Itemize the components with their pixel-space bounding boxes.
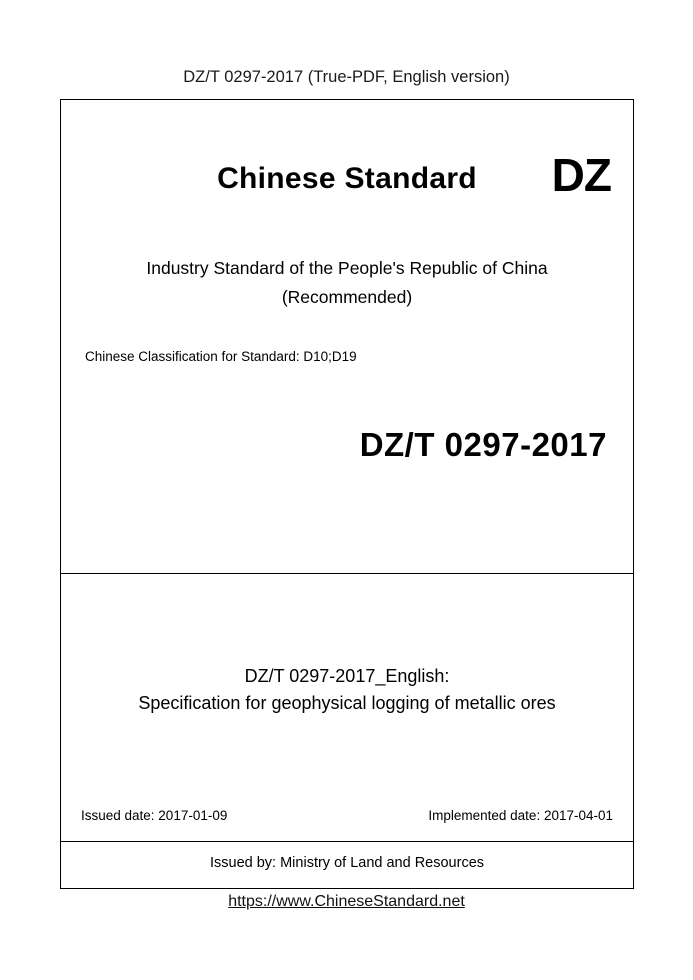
cover-upper-section xyxy=(61,100,633,574)
issued-date: Issued date: 2017-01-09 xyxy=(81,808,228,823)
cover-border-box xyxy=(60,99,634,889)
subtitle-line-2: (Recommended) xyxy=(281,287,413,307)
document-title-line-1: DZ/T 0297-2017_English: xyxy=(244,666,450,686)
implemented-date: Implemented date: 2017-04-01 xyxy=(428,808,613,823)
cover-bottom-section xyxy=(61,842,633,887)
dz-logo-icon: DZ xyxy=(551,149,611,201)
document-title-line-2: Specification for geophysical logging of metallic ores xyxy=(138,693,556,713)
issuing-authority: Issued by: Ministry of Land and Resources xyxy=(209,855,485,871)
footer-link-container xyxy=(0,893,693,911)
cover-middle-section xyxy=(61,574,633,842)
website-link[interactable]: https://www.ChineseStandard.net xyxy=(228,893,465,910)
standard-number: DZ/T 0297-2017 xyxy=(359,426,607,463)
classification-code: Chinese Classification for Standard: D10;D19 xyxy=(85,349,357,364)
title-row xyxy=(61,148,633,212)
standard-title: Chinese Standard xyxy=(217,162,477,195)
subtitle-line-1: Industry Standard of the People's Republic of China xyxy=(146,258,548,278)
page-top-caption: DZ/T 0297-2017 (True-PDF, English version) xyxy=(183,68,510,86)
